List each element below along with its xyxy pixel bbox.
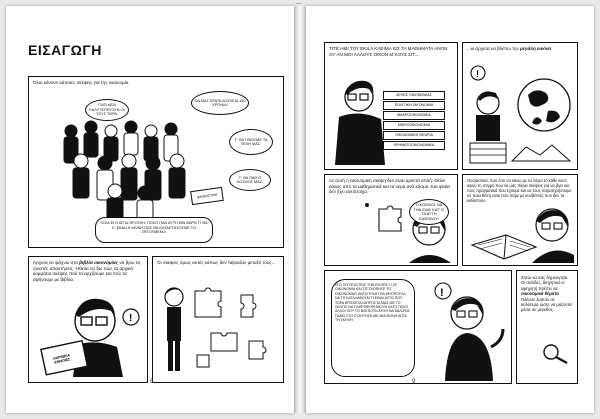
panel-caption bbox=[33, 260, 143, 282]
panel-caption bbox=[467, 46, 573, 52]
panel-puzzle-hand bbox=[324, 174, 458, 266]
left-page bbox=[6, 6, 294, 413]
panel-caption: ΤΙΤΕ ΗΜΙ ΤΟΥ ΕΚΔ Λ ΚΛΕΙΜΑ ΕΙΣ ΤΑ ΜΑΘΗΜΑΤΑ ΑΝΟΝ ΟΥ ΑΝ ΜΟΙ ΑΛΛΟΥΣ ΟΙΚΟΝ Μ ΚΟΥΣ ΣΙΤ.... bbox=[329, 46, 453, 57]
man-and-globe-illustration bbox=[466, 65, 574, 165]
man-standing-illustration bbox=[159, 285, 189, 375]
speech-bubble: Τ' ΘΑ ΓΙΝΟΥΜΕ ΤΑ ΤΕΛΗ ΜΑΣ; bbox=[229, 129, 273, 155]
speech-bubble: ΘΑ ΜΑΣ ΚΡΑΤΑ ΔΟΥΛΕΙΑ 150 ΧΡΟΝΙΑ! bbox=[191, 91, 249, 115]
caption-bold: οικονομικά θέματα bbox=[521, 291, 559, 297]
page-number: 8 bbox=[150, 379, 154, 385]
right-page bbox=[306, 6, 594, 413]
book-label: ΑΚΡΙΒΕΙΑ ΕΝΝΟΙΕΣ bbox=[52, 353, 71, 365]
panel-caption: Ουσιαστικά, πού έτσι να κάνω με τα λόγια το κάθε κενό, αφού τη στιγμή που να μας πάρει σκέψεις για να βγει και τους πραγματικά που έχουμε και να τους παρατηρήσουμε σε ποια θέση είναι που πάμε με κουβέντες που δεν τα καθιστούν. bbox=[467, 178, 572, 203]
crowd-illustration bbox=[49, 117, 209, 227]
magnifier-icon bbox=[541, 343, 569, 365]
panel-reading bbox=[28, 256, 148, 383]
caption-bold: μεγάλη εικόνα bbox=[520, 46, 552, 51]
speech-bubble: ΓΙΑΤΙ ΔΕΝ ΚΑΛΥΤΕΡΕΥΟΥΝ ΟΙ ΤΟΥΣ ΤΩΡΑ; bbox=[85, 99, 129, 121]
panel-books bbox=[324, 42, 458, 170]
panel-explaining bbox=[324, 270, 512, 384]
book-gutter bbox=[294, 6, 306, 413]
caption-rest: Πλέουν λοιπόν σε καλύτερα ώστε να μαζευτεί μέσα σε μέγεθος. bbox=[521, 296, 573, 313]
caption-bold: βιβλία οικονομίας bbox=[79, 260, 119, 265]
man-at-desk-illustration bbox=[466, 205, 574, 263]
top-mark: — bbox=[296, 1, 302, 7]
page-title: ΕΙΣΑΓΩΓΗ bbox=[28, 42, 102, 58]
svg-text:!: ! bbox=[476, 69, 479, 79]
book-spine: ΧΡΗΜΑΤΟΟΙΚΟΝΟΜΙΚΑ bbox=[383, 141, 445, 150]
svg-text:!: ! bbox=[440, 287, 444, 299]
sign-text: ΔΙΚΑΙΟΣΥΝΗ bbox=[196, 192, 218, 200]
book-stack bbox=[383, 91, 445, 150]
caption-lead: ...κι άρχισα να βλέπω την bbox=[467, 46, 521, 51]
speech-bubble: Τ' ΘΑ ΠΑΘ Ο ΚΟΣΜΟΣ ΜΑΣ; bbox=[229, 169, 271, 191]
caption-rest: να βρω τις σωστές απαντήσεις. Ήθελα να δω πώς τα αρχικά κομμάτια σκέψης πού τα αρχίζουμε και πού τα αφήνουμε με βιβλία. bbox=[33, 260, 141, 282]
panel-big-picture bbox=[462, 42, 578, 170]
caption-lead: Άρχισα να ψάχνω στα bbox=[33, 260, 80, 265]
panel-caption: Όλοι κάνουν κάποιες σκέψεις για την οικονομία. bbox=[33, 80, 183, 86]
man-gesturing-illustration bbox=[421, 277, 507, 381]
panel-caption: Ξε αυτή η οικονομική σκέψη δεν είναι αρκετά απλή. Θέλει κάνεις από τα μαθηματικά και τα νερά ανά κόσμο. Και φταίει δεν έχει αντίστοιχα. bbox=[329, 178, 453, 195]
panel-desk-reading bbox=[462, 174, 578, 266]
speech-bubble: ΕΓΩ ΠΙΣΤΕΥΩ ΠΩΣ ΤΗΝ ΕΙΣΟΡΑ ΤΙ ΖΕ ΟΙΚΟΝΟΜΙΑ ΚΑΙ ΤΙΣ ΣΚΟΠΗΣΕ ΤΙΣ ΟΙΚΟΝΟΜΙΑΣ ΑΝΤΙΣΤΟΙΧΗ ΘΑ ΜΠΟΡΟΥΣΑ ΝΑ ΤΗ ΚΑΤΑΛΑΒΟΥΜ ΤΙ ΕΙΝΑΙ ΑΥΤΟ ΠΟΥ ΤΩΡΑ ΒΡΙΣΚΕΤΑΙ ΜΠΡΟΣΤΑ ΜΑΣ ΜΕ ΤΟ ΣΚΟΠΟ ΝΑ ΠΛΗΡΟΦΟΡΗΘΟΥΝ ΚΑΤΟ ΠΟΙΟΙ ΑΛΛΟΙ ΠΟΥ ΤΟ ΒΛΕΠΟΥΝ ΑΡΧΗ ΝΑ ΒΑΛΟΥΜ ΠΑΝΩ ΣΤΗ ΣΥΖΗΤΗΣΗ ΜΕ ΜΙΑ ΜΟΝΗ ΑΙΤΙΑ ΤΗ ΣΚΕΨΗ. bbox=[331, 279, 415, 377]
book-spine: ΠΟΛΙΤΙΚΗ ΟΙΚΟΝΟΜΙΑ bbox=[383, 101, 445, 110]
panel-magnifier bbox=[516, 270, 578, 384]
book-spine: ΑΡΧΕΣ ΟΙΚΟΝΟΜΙΑΣ bbox=[383, 91, 445, 100]
speech-bubble-bottom: ΠΟΙΑ ΕΙ Η ΑΙΤΙΑ ΘΡΟΥΛΗ; ΠΟΣΟ ΠΑΝ ΑΥΤΗ ΒΙΝ ΒΑΡΝ ΤΙ ΘΑ Κ, ΕΙΝΑΙ Η ΜΟΝΗ ΠΩΣ ΘΑ ΚΑΤΑΚΤΗΣΟΥΜΕ ΤΟ ΖΗΤΟΥΜΕΝΟ; bbox=[95, 217, 213, 243]
panel-puzzle bbox=[152, 256, 284, 383]
puzzle-pieces-illustration bbox=[191, 287, 277, 373]
svg-text:!: ! bbox=[129, 313, 133, 324]
panel-crowd bbox=[28, 76, 284, 248]
book-spine: ΜΑΚΡΟΟΙΚΟΝΟΜΙΑ bbox=[383, 111, 445, 120]
book-spine: ΟΙΚΟΝΟΜΙΚΗ ΘΕΩΡΙΑ bbox=[383, 131, 445, 140]
book-spine: ΜΙΚΡΟΟΙΚΟΝΟΜΙΑ bbox=[383, 121, 445, 130]
panel-caption: Οι σκέψεις όμως αυτές κάπως δεν ταίριαζαν μεταξύ τους... bbox=[157, 260, 279, 266]
caption-lead: Ζητώ να σας δημιουργία. Οι σελίδες, διηγητικό κι αφηγητή πρέπει να bbox=[521, 275, 569, 291]
man-with-books-illustration bbox=[329, 75, 389, 165]
speech-bubble: Ο ΚΟΣΜΟΣ ΘΑ ΤΗΝ ΕΙΔΕ ΚΑΤ' ΙΣ ΤΑ ΑΥΤΗ ΚΑΘΟΛΟΥ! bbox=[409, 199, 449, 225]
panel-caption bbox=[521, 275, 573, 313]
page-number: 9 bbox=[412, 379, 416, 385]
